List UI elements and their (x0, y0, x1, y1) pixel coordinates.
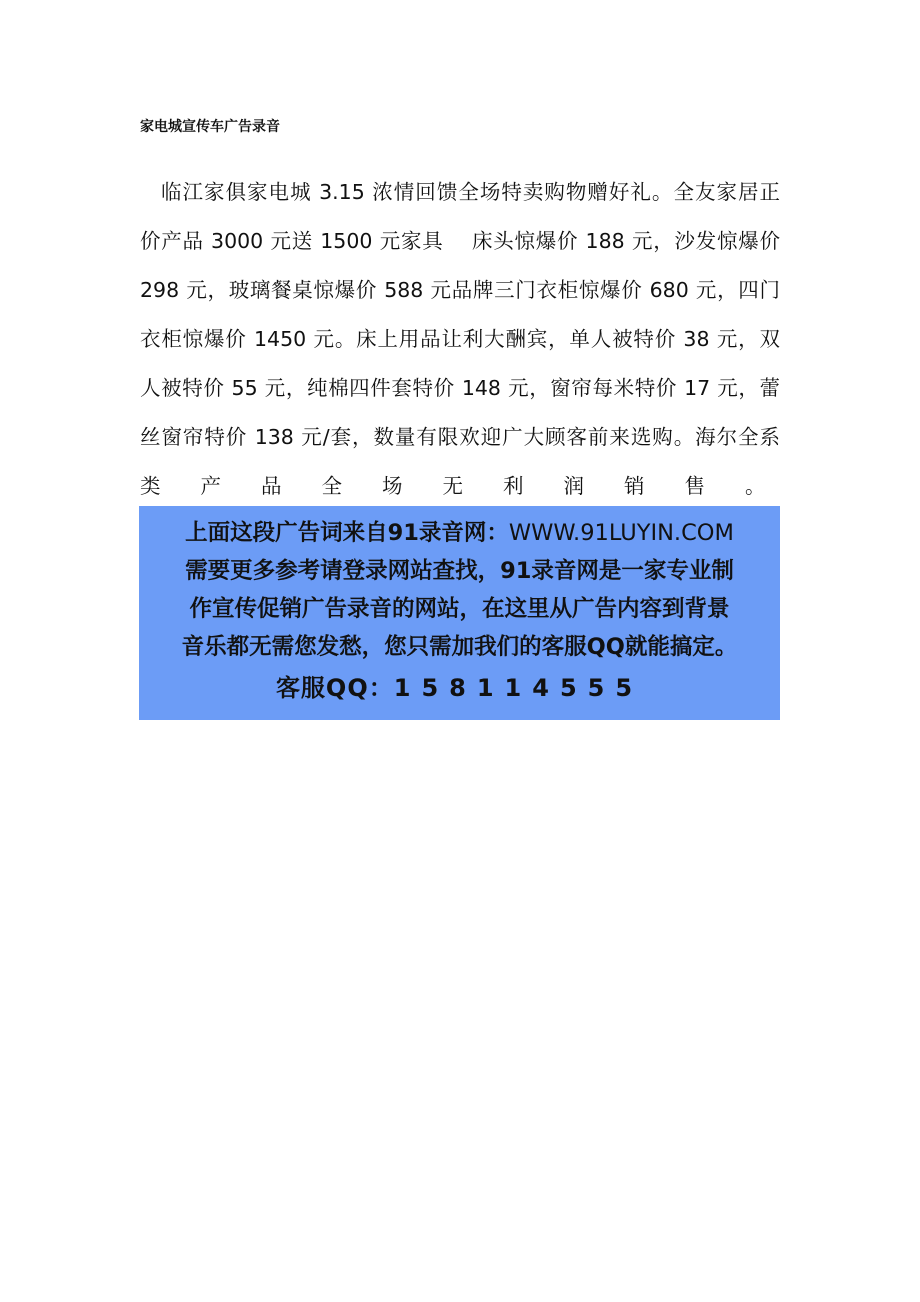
promo-banner (139, 506, 780, 720)
banner-line: 需要更多参考请登录网站查找，91录音网是一家专业制 (185, 558, 734, 584)
body-line-last: 类产品全场无利润销售。 (140, 474, 806, 498)
body-line: 丝窗帘特价 138 元/套，数量有限欢迎广大顾客前来选购。海尔全系 (140, 425, 780, 449)
customer-service-qq (139, 671, 780, 705)
qq-number: 158114555 (393, 674, 644, 702)
body-line: 价产品 3000 元送 1500 元家具 床头惊爆价 188 元，沙发惊爆价 (140, 229, 780, 253)
banner-source-line (139, 516, 780, 550)
document-title: 家电城宣传车广告录音 (140, 119, 280, 135)
ad-script-body (140, 168, 806, 511)
body-line: 临江家俱家电城 3.15 浓情回馈全场特卖购物赠好礼。全友家居正 (161, 180, 780, 204)
website-url: WWW.91LUYIN.COM (508, 520, 734, 546)
body-line: 衣柜惊爆价 1450 元。床上用品让利大酬宾，单人被特价 38 元，双 (140, 327, 780, 351)
banner-line: 音乐都无需您发愁，您只需加我们的客服QQ就能搞定。 (181, 634, 738, 660)
banner-line: 作宣传促销广告录音的网站，在这里从广告内容到背景 (189, 596, 730, 622)
qq-label: 客服QQ： (275, 674, 394, 702)
body-line: 人被特价 55 元，纯棉四件套特价 148 元，窗帘每米特价 17 元，蕾 (140, 376, 780, 400)
banner-source-text: 上面这段广告词来自91录音网： (185, 520, 509, 546)
body-line: 298 元，玻璃餐桌惊爆价 588 元品牌三门衣柜惊爆价 680 元，四门 (140, 278, 780, 302)
